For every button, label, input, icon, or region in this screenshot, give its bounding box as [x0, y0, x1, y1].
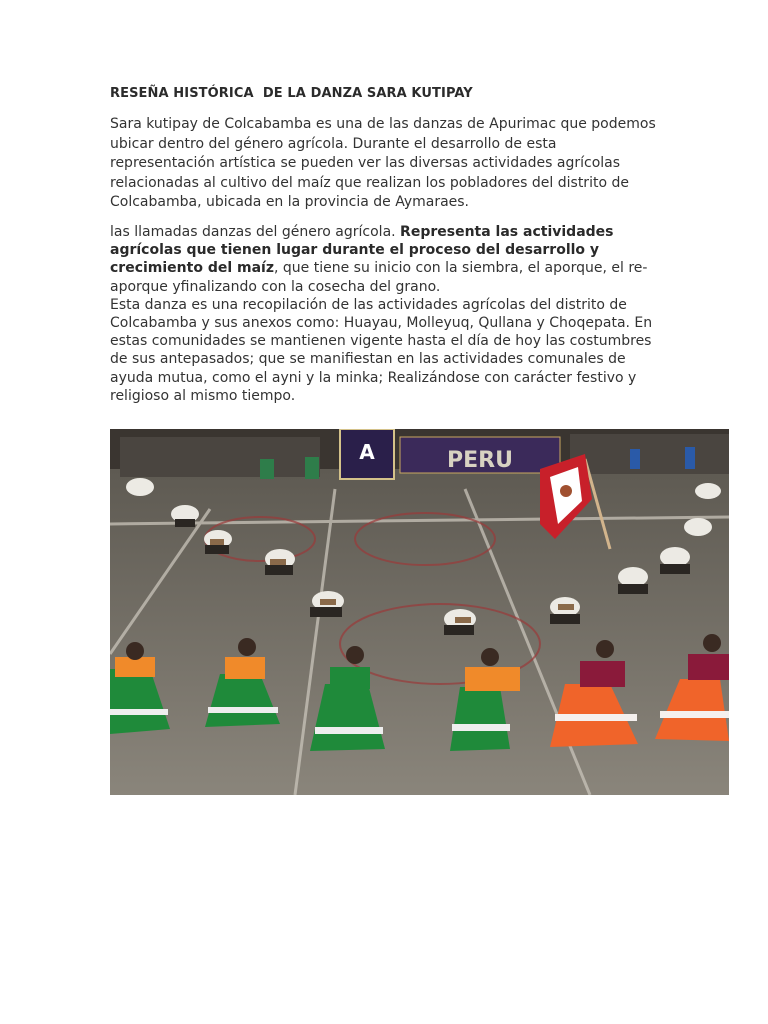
paragraph-communities: Esta danza es una recopilación de las actividades agrícolas del distrito de Colcabamba y sus anexos como: Huayau, Molleyuq, Qullana y Choqepata. En estas comunidades se mantienen vigente hasta el día de hoy las costumbres de sus antepasados; que se manifiestan en las actividades comunales de ayuda mutua, como el ayni y la minka; Realizándose con carácter festivo y religioso al mismo tiempo. — [110, 296, 653, 404]
paragraph-intro: Sara kutipay de Colcabamba es una de las danzas de Apurimac que podemos ubicar dentro del género agrícola. Durante el desarrollo de esta representación artística se pueden ver las diversas actividades agrícolas relacionadas al cultivo del maíz que realizan los pobladores del distrito de Colcabamba, ubicada en la provincia de Aymaraes. — [110, 116, 656, 211]
banner-left — [340, 429, 394, 479]
paragraph-body-bold: Representa las actividades agrícolas que tienen lugar durante el proceso del desarrollo y crecimiento del maíz — [110, 224, 614, 277]
banner-text: PERU — [447, 448, 513, 473]
paragraph-body — [110, 223, 662, 405]
paragraph-body-intro: las llamadas danzas del género agrícola. — [110, 224, 401, 240]
paragraph-body-rest: , que tiene su inicio con la siembra, el aporque, el re-aporque yfinalizando con la cosecha del grano. — [110, 260, 648, 295]
banner-peru — [400, 437, 560, 473]
dance-photo-illustration — [110, 429, 729, 795]
document-title: RESEÑA HISTÓRICA DE LA DANZA SARA KUTIPAY — [110, 86, 473, 101]
banner-letter: A — [359, 440, 375, 464]
dance-photo — [110, 429, 729, 795]
